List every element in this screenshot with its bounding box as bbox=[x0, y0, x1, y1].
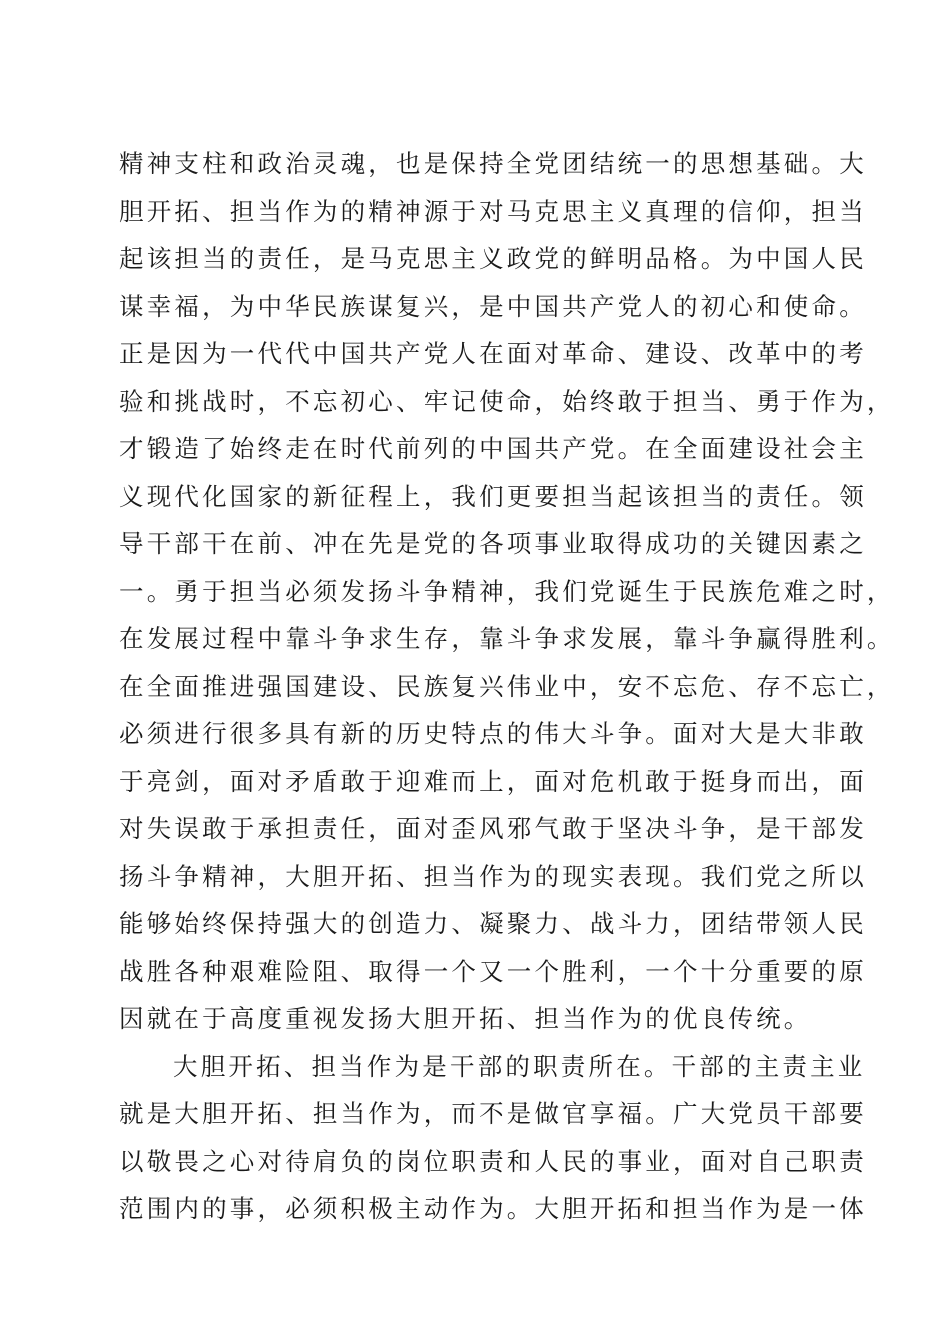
text-line: 正是因为一代代中国共产党人在面对革命、建设、改革中的考 bbox=[119, 339, 867, 368]
text-line: 在发展过程中靠斗争求生存，靠斗争求发展，靠斗争赢得胜利。 bbox=[119, 624, 895, 653]
text-line: 于亮剑，面对矛盾敢于迎难而上，面对危机敢于挺身而出，面 bbox=[119, 766, 867, 796]
text-line: 胆开拓、担当作为的精神源于对马克思主义真理的信仰，担当 bbox=[119, 196, 867, 226]
text-line: 因就在于高度重视发扬大胆开拓、担当作为的优良传统。 bbox=[119, 1004, 812, 1033]
text-line: 对失误敢于承担责任，面对歪风邪气敢于坚决斗争，是干部发 bbox=[119, 814, 867, 843]
text-line: 义现代化国家的新征程上，我们更要担当起该担当的责任。领 bbox=[119, 481, 867, 511]
text-line: 起该担当的责任，是马克思主义政党的鲜明品格。为中国人民 bbox=[119, 244, 867, 273]
body-text bbox=[119, 140, 895, 1233]
text-line: 导干部干在前、冲在先是党的各项事业取得成功的关键因素之 bbox=[119, 529, 867, 558]
text-line: 必须进行很多具有新的历史特点的伟大斗争。面对大是大非敢 bbox=[119, 719, 867, 748]
text-line: 能够始终保持强大的创造力、凝聚力、战斗力，团结带领人民 bbox=[119, 909, 867, 938]
text-line: 才锻造了始终走在时代前列的中国共产党。在全面建设社会主 bbox=[119, 434, 867, 463]
text-line: 范围内的事，必须积极主动作为。大胆开拓和担当作为是一体 bbox=[119, 1194, 867, 1223]
text-line: 在全面推进强国建设、民族复兴伟业中，安不忘危、存不忘亡， bbox=[119, 671, 895, 701]
text-line: 验和挑战时，不忘初心、牢记使命，始终敢于担当、勇于作为， bbox=[119, 386, 895, 416]
text-line: 以敬畏之心对待肩负的岗位职责和人民的事业，面对自己职责 bbox=[119, 1146, 867, 1176]
text-line: 一。勇于担当必须发扬斗争精神，我们党诞生于民族危难之时， bbox=[119, 576, 895, 606]
text-line: 精神支柱和政治灵魂，也是保持全党团结统一的思想基础。大 bbox=[119, 149, 867, 178]
text-line: 就是大胆开拓、担当作为，而不是做官享福。广大党员干部要 bbox=[119, 1099, 867, 1128]
paragraph-start-line: 大胆开拓、担当作为是干部的职责所在。干部的主责主业 bbox=[173, 1051, 866, 1081]
text-line: 扬斗争精神，大胆开拓、担当作为的现实表现。我们党之所以 bbox=[119, 861, 867, 891]
text-line: 谋幸福，为中华民族谋复兴，是中国共产党人的初心和使命。 bbox=[119, 291, 867, 321]
text-line: 战胜各种艰难险阻、取得一个又一个胜利，一个十分重要的原 bbox=[119, 956, 867, 986]
